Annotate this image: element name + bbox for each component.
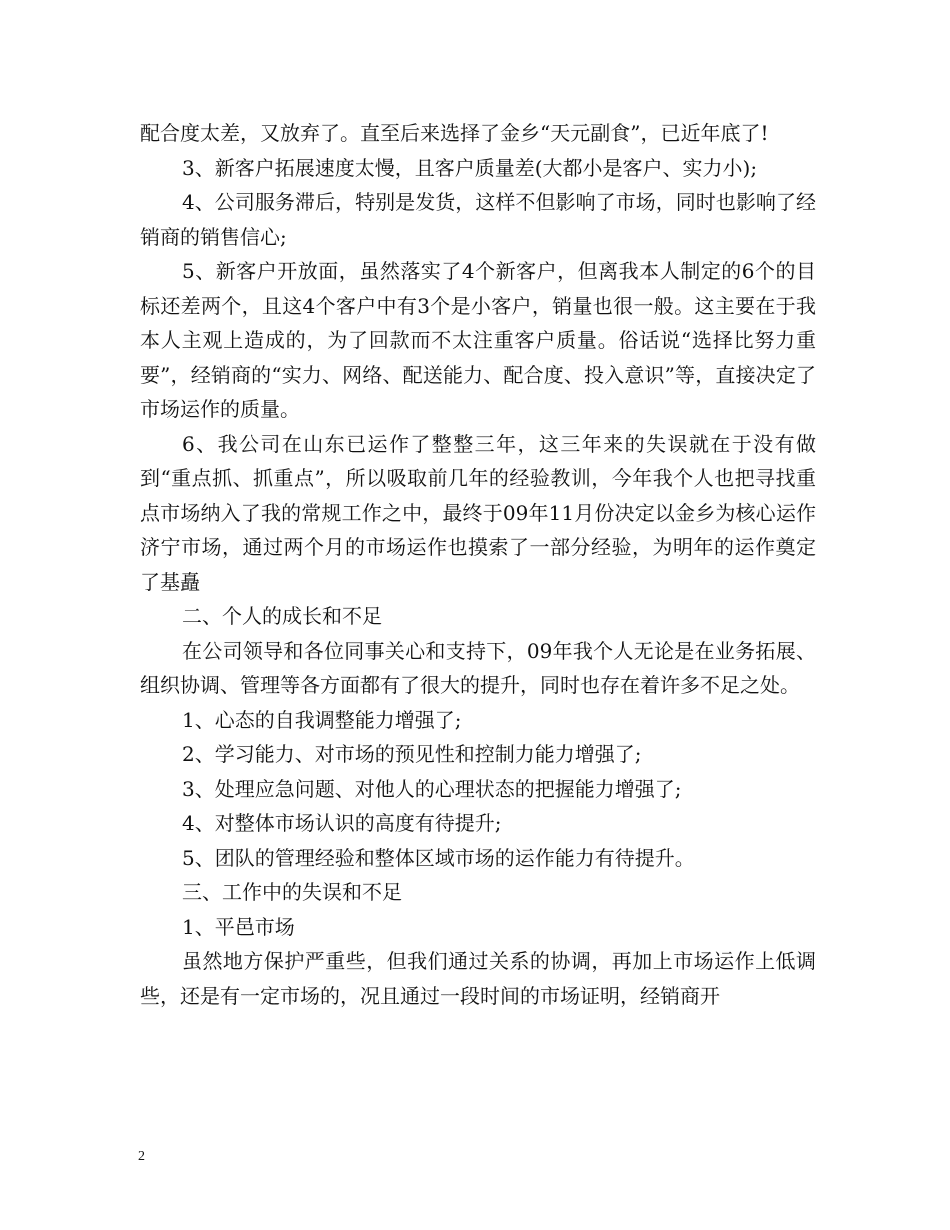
list-item-1: 1、心态的自我调整能力增强了; bbox=[182, 707, 462, 732]
list-item-4: 4、对整体市场认识的高度有待提升; bbox=[182, 811, 502, 835]
paragraph-4: 5、新客户开放面，虽然落实了4个新客户，但离我本人制定的6个的目标还差两个，且这4个客户中有3个是小客户，销量也很一般。这主要在于我本人主观上造成的，为了回款而不太注重客户质量。俗话说“选择比努力重要”，经销商的“实力、网络、配送能力、配合度、投入意识”等，直接决定了市场运作的质量。 bbox=[140, 259, 816, 421]
subsection-heading-1: 1、平邑市场 bbox=[182, 914, 295, 939]
section-heading-2: 二、个人的成长和不足 bbox=[182, 604, 382, 628]
paragraph-15: 虽然地方保护严重些，但我们通过关系的协调，再加上市场运作上低调些，还是有一定市场的，况且通过一段时间的市场证明，经销商开 bbox=[140, 949, 816, 1008]
document-body bbox=[140, 116, 816, 1013]
list-item-3: 3、处理应急问题、对他人的心理状态的把握能力增强了; bbox=[182, 776, 682, 801]
paragraph-1: 配合度太差，又放弃了。直至后来选择了金乡“天元副食”，已近年底了! bbox=[140, 121, 769, 145]
paragraph-5: 6、我公司在山东已运作了整整三年，这三年来的失误就在于没有做到“重点抓、抓重点”，所以吸取前几年的经验教训，今年我个人也把寻找重点市场纳入了我的常规工作之中，最终于09年11月份决定以金乡为核心运作济宁市场，通过两个月的市场运作也摸索了一部分经验，为明年的运作奠定了基矗 bbox=[140, 431, 816, 594]
section-heading-3: 三、工作中的失误和不足 bbox=[182, 880, 402, 904]
paragraph-3: 4、公司服务滞后，特别是发货，这样不但影响了市场，同时也影响了经销商的销售信心; bbox=[140, 190, 816, 249]
page-number: 2 bbox=[138, 1149, 145, 1164]
paragraph-7: 在公司领导和各位同事关心和支持下，09年我个人无论是在业务拓展、组织协调、管理等各方面都有了很大的提升，同时也存在着许多不足之处。 bbox=[140, 638, 816, 697]
list-item-2: 2、学习能力、对市场的预见性和控制力能力增强了; bbox=[182, 742, 642, 766]
list-item-5: 5、团队的管理经验和整体区域市场的运作能力有待提升。 bbox=[182, 845, 695, 870]
paragraph-2: 3、新客户拓展速度太慢，且客户质量差(大都小是客户、实力小); bbox=[182, 155, 758, 180]
